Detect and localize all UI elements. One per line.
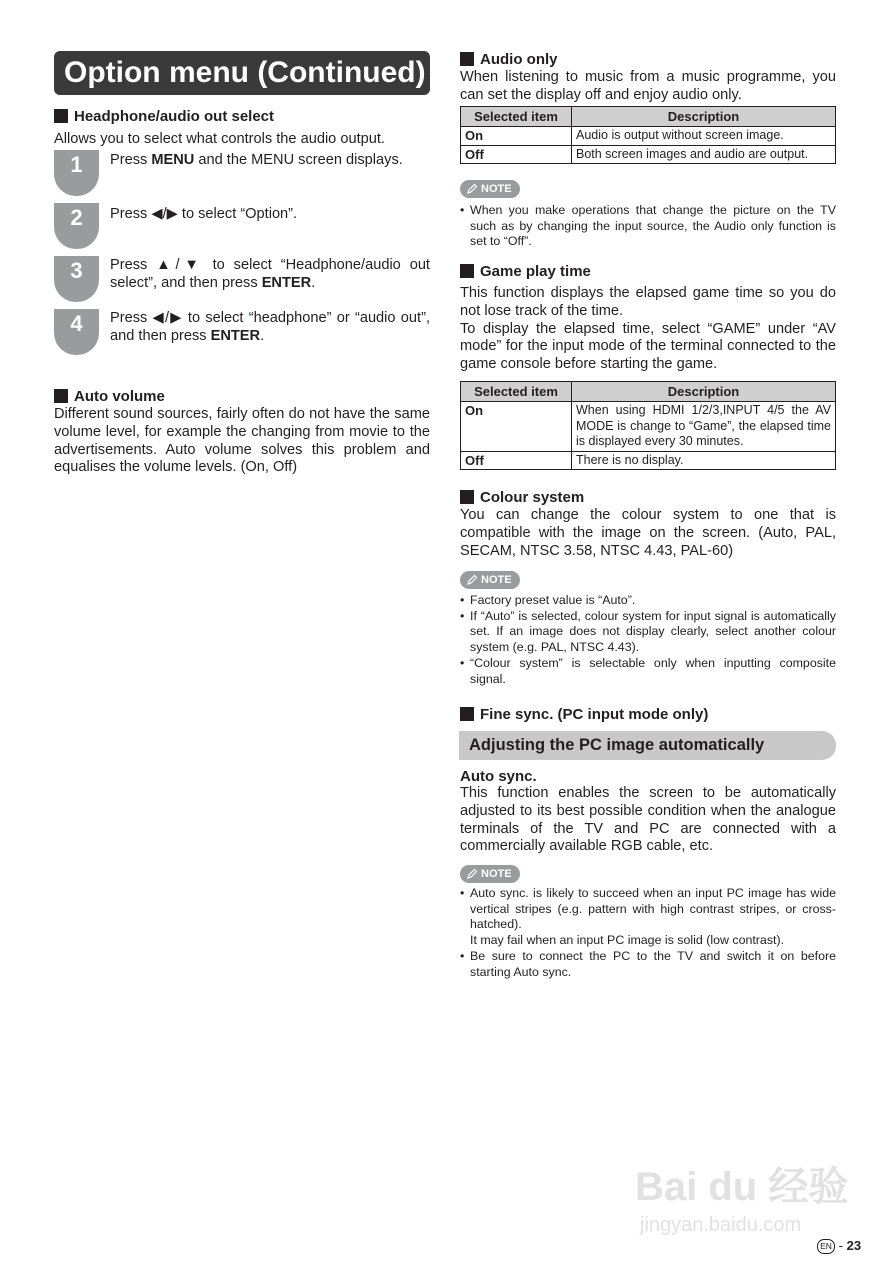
headphone-intro: Allows you to select what controls the audio output.: [54, 131, 385, 147]
game-play-body: This function displays the elapsed game time so you do not lose track of the time. To display the elapsed time, select “GAME” under “AV mode” for the input mode of the terminal connected to the game console before starting the game.: [460, 285, 836, 373]
note-item: • Auto sync. is likely to succeed when an input PC image has wide vertical stripes (e.g. pattern with high contrast stripes, or cross-hatched).: [460, 886, 836, 933]
note-badge: NOTE: [460, 180, 520, 198]
audio-only-body: When listening to music from a music programme, you can set the display off and enjoy audio only.: [460, 69, 836, 103]
table-cell-item: On: [461, 127, 572, 146]
note-item-continuation: It may fail when an input PC image is solid (low contrast).: [470, 933, 785, 948]
table-header: Selected item: [461, 382, 572, 402]
section-marker-icon: [460, 264, 474, 278]
table-row: [461, 145, 836, 164]
page-title: Option menu (Continued): [54, 51, 430, 95]
note-badge: NOTE: [460, 571, 520, 589]
section-heading-auto-volume: Auto volume: [54, 388, 165, 406]
note-item: • Factory preset value is “Auto”.: [460, 593, 836, 609]
pencil-icon: [466, 868, 478, 880]
pencil-icon: [466, 183, 478, 195]
step-badge-1: 1: [54, 150, 99, 196]
subheading-adjusting-pc: Adjusting the PC image automatically: [459, 731, 836, 760]
section-heading-audio-only: Audio only: [460, 51, 558, 69]
table-header: Selected item: [461, 107, 572, 127]
table-cell-desc: There is no display.: [572, 451, 836, 470]
pencil-icon: [466, 574, 478, 586]
step-badge-3: 3: [54, 256, 99, 302]
step-1-text: Press MENU and the MENU screen displays.: [110, 152, 403, 168]
section-heading-headphone: Headphone/audio out select: [54, 108, 274, 126]
table-header: Description: [572, 382, 836, 402]
auto-volume-body: Different sound sources, fairly often do not have the same volume level, for example the changing from movie to the advertisements. Auto volume solves this problem and equalises the volume levels. (On, Off): [54, 406, 430, 476]
section-marker-icon: [54, 109, 68, 123]
watermark-logo: Bai du 经验: [635, 1165, 849, 1209]
section-marker-icon: [54, 389, 68, 403]
table-row: [461, 402, 836, 452]
table-cell-desc: Audio is output without screen image.: [572, 127, 836, 146]
note-item: • “Colour system” is selectable only when inputting composite signal.: [460, 656, 836, 687]
note-item: • Be sure to connect the PC to the TV and switch it on before starting Auto sync.: [460, 949, 836, 980]
page-number: EN - 23: [817, 1238, 861, 1254]
table-cell-desc: When using HDMI 1/2/3,INPUT 4/5 the AV MODE is change to “Game”, the elapsed time is displayed every 30 minutes.: [572, 402, 836, 452]
table-row: [461, 451, 836, 470]
step-4-text: Press ◀/▶ to select “headphone” or “audio out”, and then press ENTER.: [110, 310, 430, 344]
table-row: [461, 127, 836, 146]
game-play-table: [460, 381, 836, 470]
table-cell-item: Off: [461, 145, 572, 164]
audio-only-notes: [460, 203, 836, 250]
section-heading-fine-sync: Fine sync. (PC input mode only): [460, 706, 708, 724]
step-badge-4: 4: [54, 309, 99, 355]
step-3-text: Press ▲/▼ to select “Headphone/audio out select”, and then press ENTER.: [110, 257, 430, 291]
section-marker-icon: [460, 490, 474, 504]
note-item: • When you make operations that change the picture on the TV such as by changing the input source, the Audio only function is set to “Off”.: [460, 203, 836, 250]
colour-body: You can change the colour system to one that is compatible with the image on the screen. (Auto, PAL, SECAM, NTSC 3.58, NTSC 4.43, PAL-60): [460, 507, 836, 559]
colour-notes: [460, 593, 836, 687]
note-badge: NOTE: [460, 865, 520, 883]
note-item: • If “Auto” is selected, colour system for input signal is automatically set. If an image does not display clearly, select another colour system (e.g. PAL, NTSC 4.43).: [460, 609, 836, 656]
table-header: Description: [572, 107, 836, 127]
section-marker-icon: [460, 707, 474, 721]
audio-only-table: [460, 106, 836, 164]
table-cell-item: On: [461, 402, 572, 452]
section-marker-icon: [460, 52, 474, 66]
fine-sync-notes: [460, 886, 836, 980]
section-heading-colour: Colour system: [460, 489, 584, 507]
language-badge: EN: [817, 1239, 835, 1254]
step-2-text: Press ◀/▶ to select “Option”.: [110, 206, 298, 222]
table-cell-desc: Both screen images and audio are output.: [572, 145, 836, 164]
auto-sync-title: Auto sync.: [460, 768, 537, 785]
section-heading-game-play: Game play time: [460, 263, 591, 281]
table-cell-item: Off: [461, 451, 572, 470]
watermark-url: jingyan.baidu.com: [640, 1214, 802, 1236]
auto-sync-body: This function enables the screen to be automatically adjusted to its best possible condition when the analogue terminals of the TV and PC are connected with a commercially available RGB cable, etc.: [460, 785, 836, 855]
step-badge-2: 2: [54, 203, 99, 249]
